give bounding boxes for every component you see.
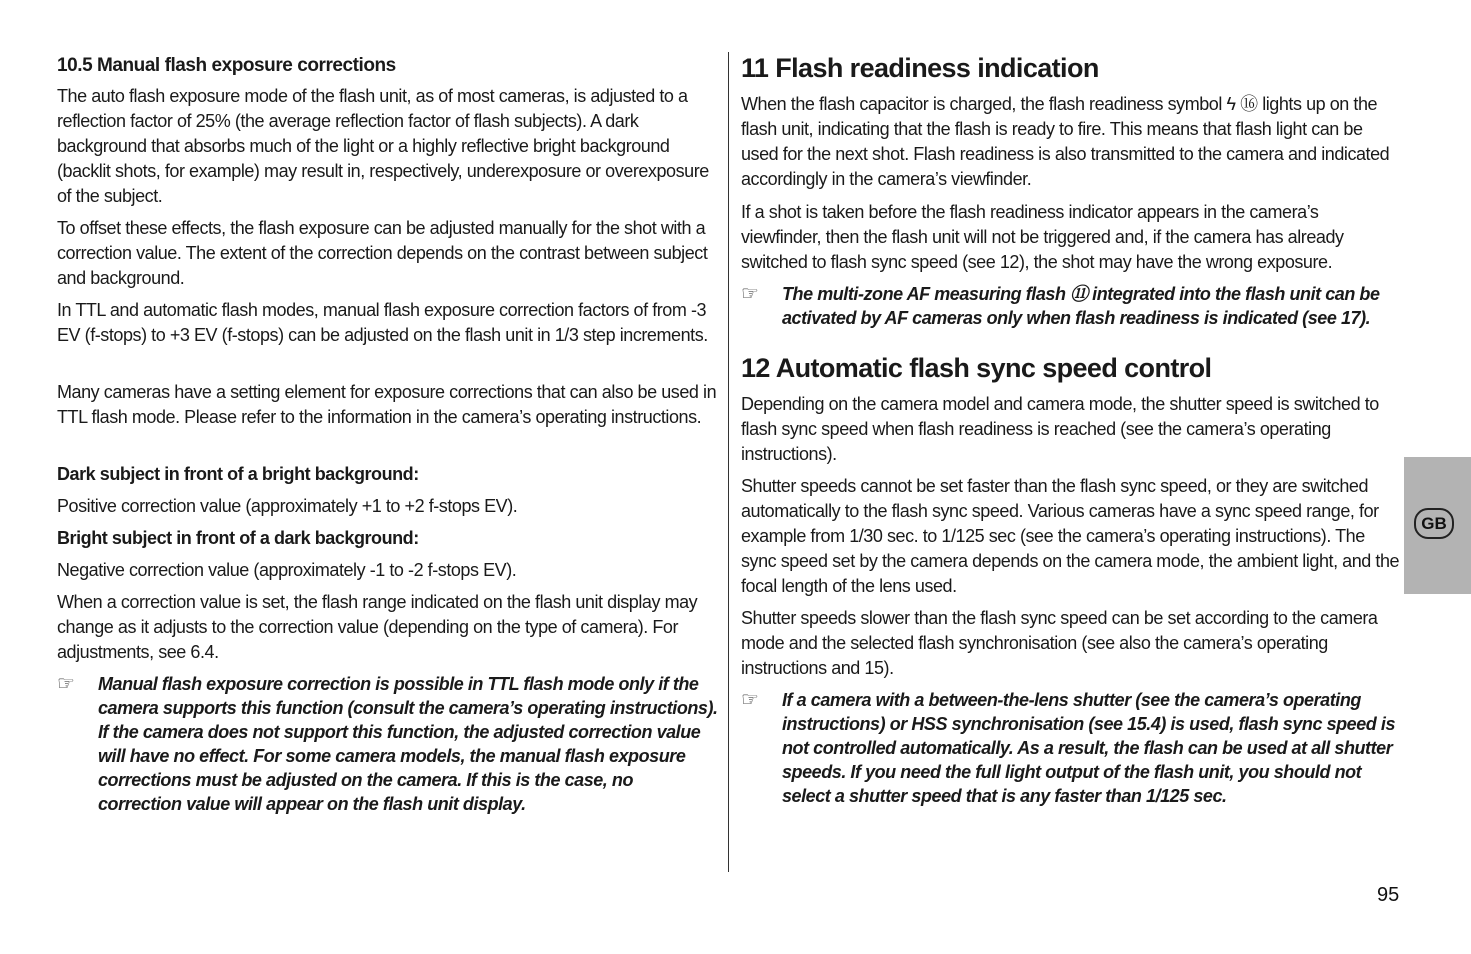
pointing-hand-icon: ☞ <box>57 673 75 695</box>
paragraph: Negative correction value (approximately -1 to -2 f-stops EV). <box>57 560 517 580</box>
note-text: If a camera with a between-the-lens shutter (see the camera’s operating instructions) or HSS synchronisation (see 15.4) is used, flash sync speed is not controlled automatically. As a result, the flash can be used at all shutter speeds. If you need the full light output of the flash unit, you should not select a shutter speed that is any faster than 1/125 sec. <box>782 690 1396 806</box>
dark-subject-heading: Dark subject in front of a bright background: <box>57 464 419 484</box>
paragraph: Positive correction value (approximately +1 to +2 f-stops EV). <box>57 496 518 516</box>
paragraph: Shutter speeds slower than the flash sync speed can be set according to the camera mode and the selected flash synchronisation (see also the camera’s operating instructions and 15). <box>741 608 1378 678</box>
language-tab <box>1404 457 1471 594</box>
section-10-5-title: 10.5 Manual flash exposure corrections <box>57 55 396 76</box>
section-11-title: 11 Flash readiness indication <box>741 53 1099 83</box>
column-divider <box>728 52 729 872</box>
language-badge: GB <box>1414 508 1454 539</box>
note <box>741 688 1401 808</box>
paragraph: Many cameras have a setting element for exposure corrections that can also be used in TTL flash mode. Please refer to the information in the camera’s operating instructions. <box>57 382 717 427</box>
paragraph: If a shot is taken before the flash readiness indicator appears in the camera’s viewfinder, then the flash unit will not be triggered and, if the camera has already switched to flash sync speed (see 12), the shot may have the wrong exposure. <box>741 202 1344 272</box>
pointing-hand-icon: ☞ <box>741 283 759 305</box>
note-text: Manual flash exposure correction is possible in TTL flash mode only if the camera supports this function (consult the camera’s operating instructions). If the camera does not support this function, the adjusted correction value will have no effect. For some camera models, the manual flash exposure corrections must be adjusted on the camera. If this is the case, no correction value will appear on the flash unit display. <box>98 674 718 814</box>
note <box>57 672 719 816</box>
bright-subject-heading: Bright subject in front of a dark background: <box>57 528 419 548</box>
paragraph: To offset these effects, the flash exposure can be adjusted manually for the shot with a correction value. The extent of the correction depends on the contrast between subject and background. <box>57 218 708 288</box>
paragraph: When a correction value is set, the flash range indicated on the flash unit display may change as it adjusts to the correction value (depending on the type of camera). For adjustments, see 6.4. <box>57 592 698 662</box>
page-number: 95 <box>1377 884 1400 906</box>
note <box>741 282 1401 330</box>
note-text: The multi-zone AF measuring flash ⑪ integrated into the flash unit can be activated by AF cameras only when flash readiness is indicated (see 17). <box>782 284 1380 328</box>
paragraph: The auto flash exposure mode of the flash unit, as of most cameras, is adjusted to a reflection factor of 25% (the average reflection factor of flash subjects). A dark background that absorbs much of the light or a highly reflective bright background (backlit shots, for example) may result in, respectively, underexposure or overexposure of the subject. <box>57 86 709 206</box>
pointing-hand-icon: ☞ <box>741 689 759 711</box>
paragraph: Shutter speeds cannot be set faster than the flash sync speed, or they are switched automatically to the flash sync speed. Various cameras have a sync speed range, for example from 1/30 sec. to 1/125 sec (see the camera’s operating instructions). The sync speed set by the camera depends on the camera mode, the ambient light, and the focal length of the lens used. <box>741 476 1400 596</box>
paragraph: Depending on the camera model and camera mode, the shutter speed is switched to flash sync speed when flash readiness is reached (see the camera’s operating instructions). <box>741 394 1379 464</box>
paragraph: When the flash capacitor is charged, the flash readiness symbol ϟ ⑯ lights up on the flash unit, indicating that the flash is ready to fire. This means that flash light can be used for the next shot. Flash readiness is also transmitted to the camera and indicated accordingly in the camera’s viewfinder. <box>741 94 1390 189</box>
section-12-title: 12 Automatic flash sync speed control <box>741 353 1212 383</box>
paragraph: In TTL and automatic flash modes, manual flash exposure correction factors of from -3 EV (f-stops) to +3 EV (f-stops) can be adjusted on the flash unit in 1/3 step increments. <box>57 300 708 345</box>
